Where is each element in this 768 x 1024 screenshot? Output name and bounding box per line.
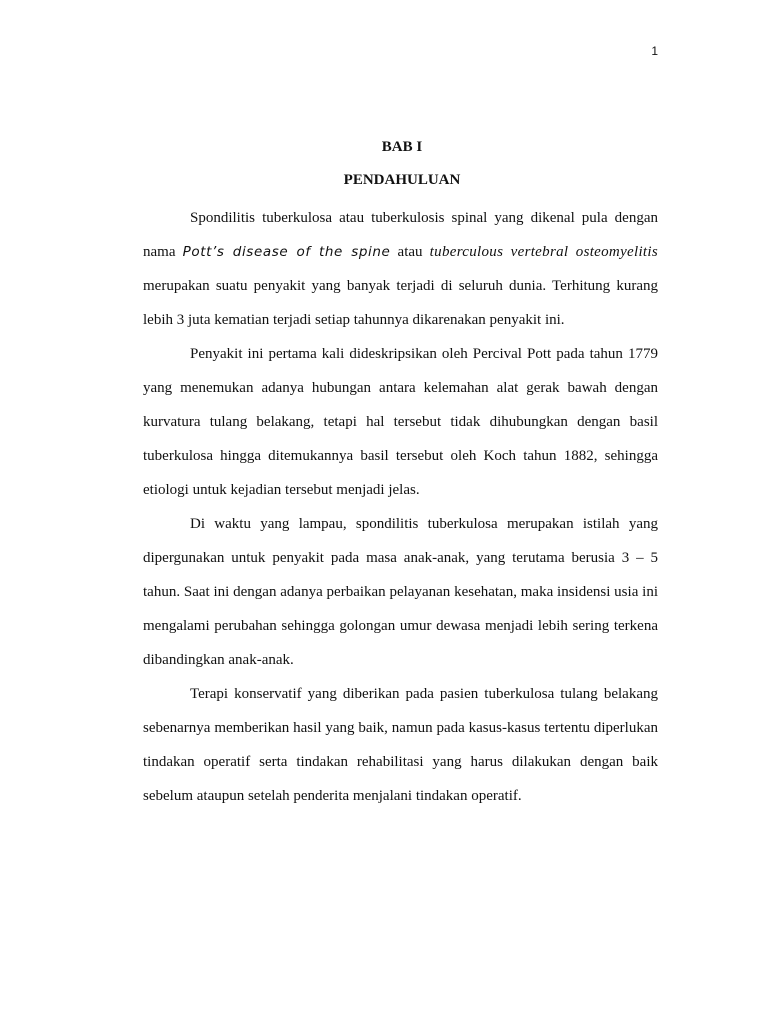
italic-term-tuberculous-osteomyelitis: tuberculous vertebral osteomyelitis [429,244,658,260]
body-text [143,201,658,813]
paragraph-1-text-start: Spondilitis tuberkulosa atau tuberkulosis spinal yang dikenal pula dengan nama [143,210,658,260]
paragraph-2: Penyakit ini pertama kali dideskripsikan oleh Percival Pott pada tahun 1779 yang menemukan adanya hubungan antara kelemahan alat gerak bawah dengan kurvatura tulang belakang, tetapi hal tersebut tidak dihubungkan dengan basil tuberkulosa hingga ditemukannya basil tersebut oleh Koch tahun 1882, sehingga etiologi untuk kejadian tersebut menjadi jelas. [143,346,658,498]
paragraph-3: Di waktu yang lampau, spondilitis tuberkulosa merupakan istilah yang dipergunakan untuk penyakit pada masa anak-anak, yang terutama berusia 3 – 5 tahun. Saat ini dengan adanya perbaikan pelayanan kesehatan, maka insidensi usia ini mengalami perubahan sehingga golongan umur dewasa menjadi lebih sering terkena dibandingkan anak-anak. [143,516,658,668]
paragraph-1-text-end: merupakan suatu penyakit yang banyak terjadi di seluruh dunia. Terhitung kurang lebih 3 juta kematian terjadi setiap tahunnya dikarenakan penyakit ini. [143,278,658,328]
paragraph-1-text-middle: atau [390,244,430,260]
italic-term-potts-disease: Pott’s disease of the spine [182,244,391,260]
paragraph-1 [143,201,658,337]
page-number: 1 [651,44,658,58]
chapter-heading: BAB I [381,139,423,155]
paragraph-4: Terapi konservatif yang diberikan pada pasien tuberkulosa tulang belakang sebenarnya memberikan hasil yang baik, namun pada kasus-kasus tertentu diperlukan tindakan operatif serta tindakan rehabilitasi yang harus dilakukan dengan baik sebelum ataupun setelah penderita menjalani tindakan operatif. [143,686,658,804]
chapter-title: PENDAHULUAN [343,172,461,188]
